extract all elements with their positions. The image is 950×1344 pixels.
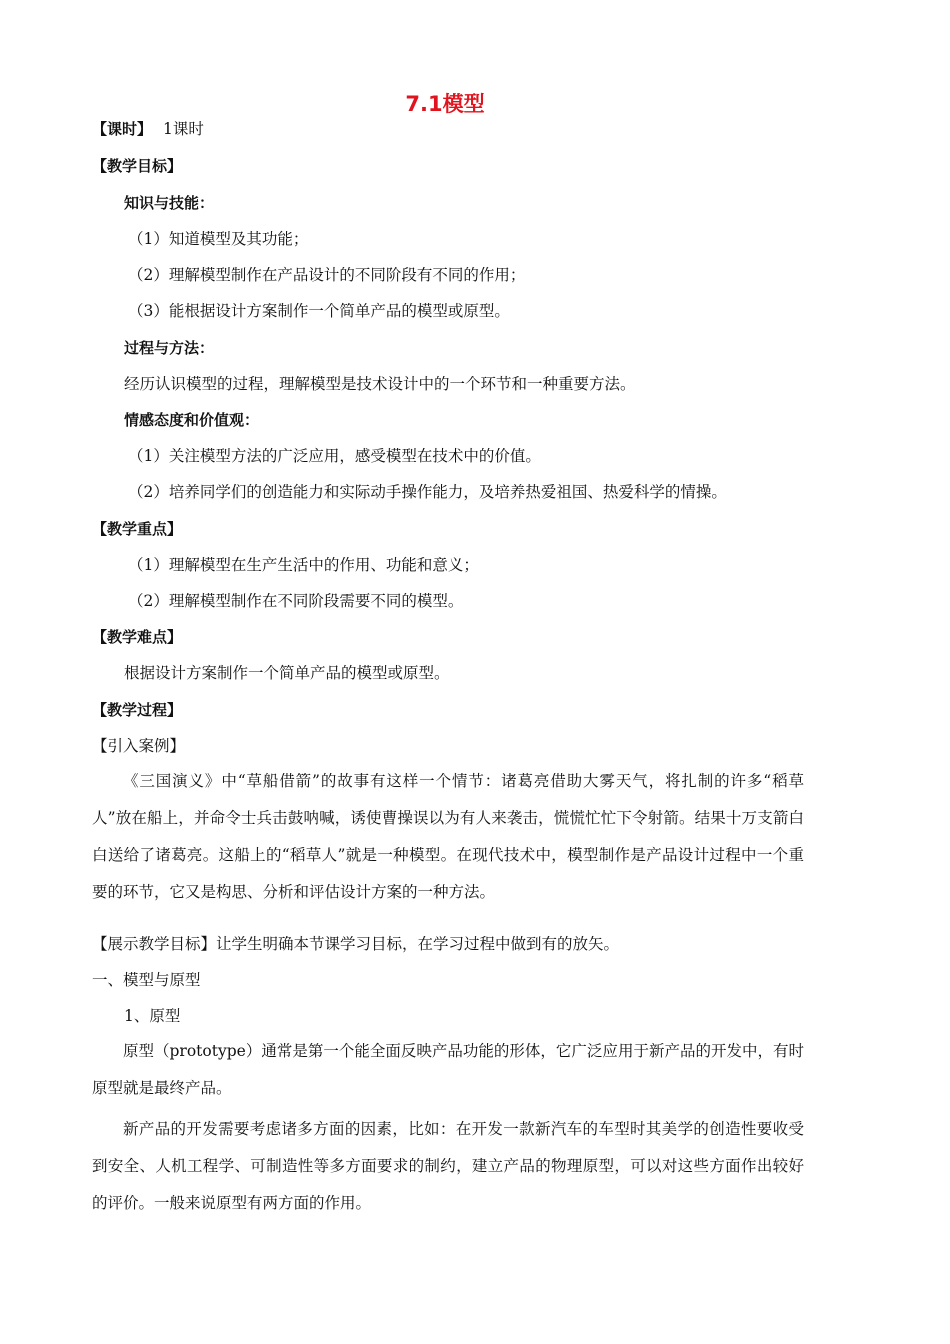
knowledge-heading: 知识与技能：	[124, 194, 215, 212]
keshi-line	[92, 118, 204, 140]
subsection-one-heading: 1、原型	[124, 1007, 181, 1025]
key-heading: 【教学重点】	[92, 520, 183, 538]
knowledge-item: （3）能根据设计方案制作一个简单产品的模型或原型。	[128, 302, 510, 320]
key-item: （1）理解模型在生产生活中的作用、功能和意义；	[128, 556, 479, 574]
difficulty-text: 根据设计方案制作一个简单产品的模型或原型。	[124, 664, 450, 682]
emotion-item: （2）培养同学们的创造能力和实际动手操作能力，及培养热爱祖国、热爱科学的情操。	[128, 483, 727, 501]
intro-paragraph: 《三国演义》中“草船借箭”的故事有这样一个情节：诸葛亮借助大雾天气，将扎制的许多“稻草人”放在船上，并命令士兵击鼓呐喊，诱使曹操误以为有人来袭击，慌慌忙忙下令射箭。结果十万支箭白白送给了诸葛亮。这船上的“稻草人”就是一种模型。在现代技术中，模型制作是产品设计过程中一个重要的环节，它又是构思、分析和评估设计方案的一种方法。	[92, 772, 804, 901]
process-section-heading: 【教学过程】	[92, 701, 183, 719]
intro-heading: 【引入案例】	[92, 737, 186, 755]
prototype-paragraph: 原型（prototype）通常是第一个能全面反映产品功能的形体，它广泛应用于新产品的开发中，有时原型就是最终产品。	[92, 1042, 804, 1097]
process-text: 经历认识模型的过程，理解模型是技术设计中的一个环节和一种重要方法。	[124, 375, 636, 393]
keshi-value: 1课时	[162, 120, 204, 138]
page-title: 7.1模型	[405, 92, 485, 116]
goals-heading: 【教学目标】	[92, 157, 183, 175]
knowledge-item: （2）理解模型制作在产品设计的不同阶段有不同的作用；	[128, 266, 526, 284]
key-item: （2）理解模型制作在不同阶段需要不同的模型。	[128, 592, 464, 610]
keshi-label: 【课时】	[92, 120, 153, 138]
emotion-heading: 情感态度和价值观：	[124, 411, 260, 429]
knowledge-item: （1）知道模型及其功能；	[128, 230, 309, 248]
process-heading: 过程与方法：	[124, 339, 215, 357]
difficulty-heading: 【教学难点】	[92, 628, 183, 646]
section-one-heading: 一、模型与原型	[92, 971, 201, 989]
show-goals-line: 【展示教学目标】让学生明确本节课学习目标，在学习过程中做到有的放矢。	[92, 935, 620, 953]
emotion-item: （1）关注模型方法的广泛应用，感受模型在技术中的价值。	[128, 447, 541, 465]
newproduct-paragraph: 新产品的开发需要考虑诸多方面的因素，比如：在开发一款新汽车的车型时其美学的创造性要收受到安全、人机工程学、可制造性等多方面要求的制约，建立产品的物理原型，可以对这些方面作出较好的评价。一般来说原型有两方面的作用。	[92, 1120, 804, 1212]
